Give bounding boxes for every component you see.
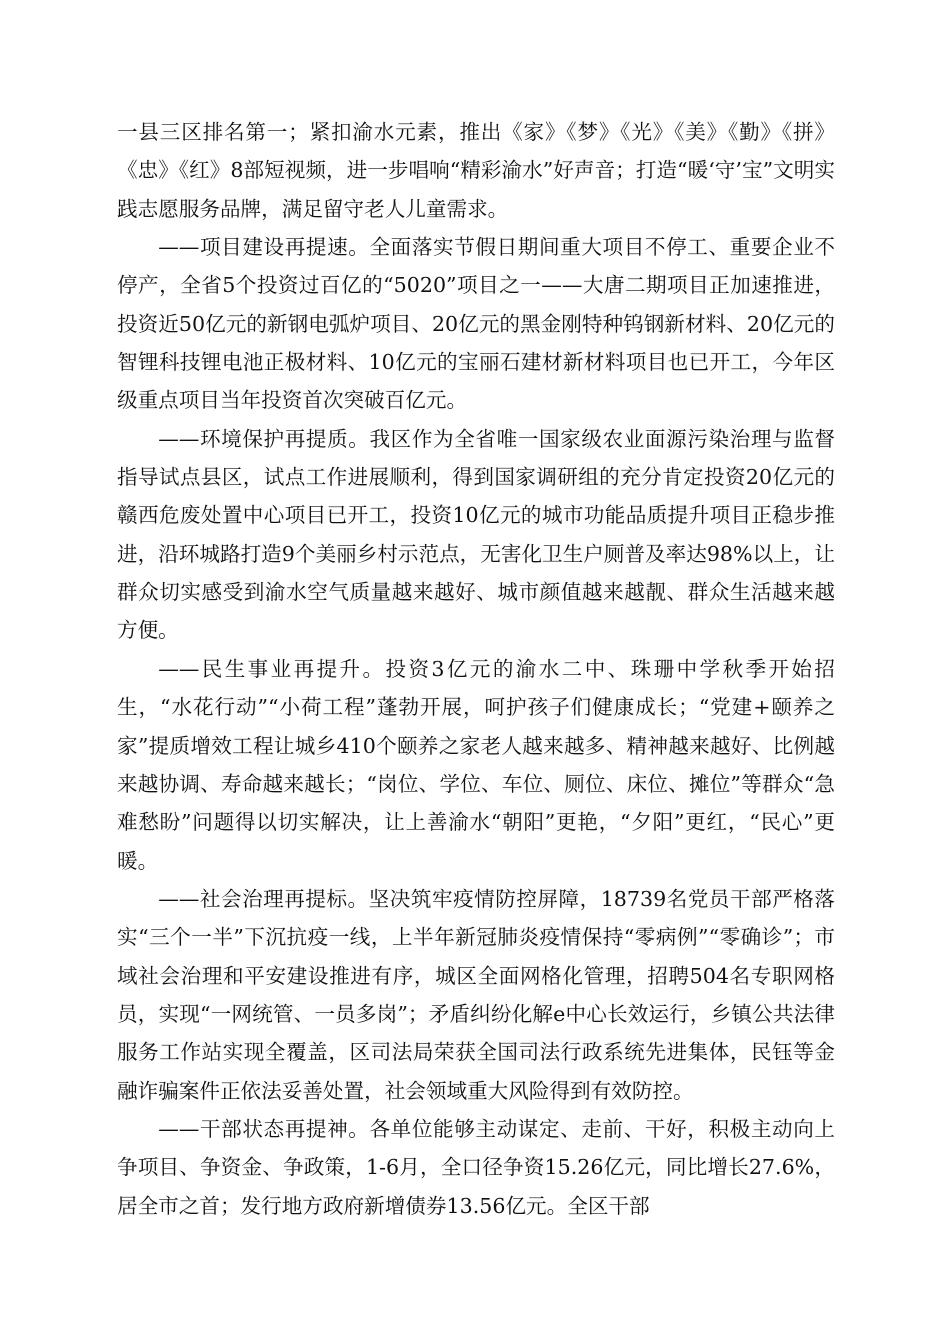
document-page (117, 113, 835, 1225)
paragraph-project-construction: ——项目建设再提速。全面落实节假日期间重大项目不停工、重要企业不停产，全省5个投资过百亿的“5020”项目之一——大唐二期项目正加速推进，投资近50亿元的新钢电弧炉项目、20亿元的黑金刚特种钨钢新材料、20亿元的智锂科技锂电池正极材料、10亿元的宝丽石建材新材料项目也已开工，今年区级重点项目当年投资首次突破百亿元。 (117, 235, 835, 413)
paragraph-social-governance: ——社会治理再提标。坚决筑牢疫情防控屏障，18739名党员干部严格落实“三个一半”下沉抗疫一线，上半年新冠肺炎疫情保持“零病例”“零确诊”；市域社会治理和平安建设推进有序，城区全面网格化管理，招聘504名专职网格员，实现“一网统管、一员多岗”；矛盾纠纷化解e中心长效运行，乡镇公共法律服务工作站实现全覆盖，区司法局荣获全国司法行政系统先进集体，民钰等金融诈骗案件正依法妥善处置，社会领域重大风险得到有效防控。 (117, 886, 835, 1103)
paragraph-continuation: 一县三区排名第一；紧扣渝水元素，推出《家》《梦》《光》《美》《勤》《拼》《忠》《红》8部短视频，进一步唱响“精彩渝水”好声音；打造“暖‘守’宝”文明实践志愿服务品牌，满足留守老人儿童需求。 (117, 120, 835, 221)
paragraph-environmental-protection: ——环境保护再提质。我区作为全省唯一国家级农业面源污染治理与监督指导试点县区，试点工作进展顺利，得到国家调研组的充分肯定投资20亿元的赣西危废处置中心项目已开工，投资10亿元的城市功能品质提升项目正稳步推进，沿环城路打造9个美丽乡村示范点，无害化卫生户厕普及率达98%以上，让群众切实感受到渝水空气质量越来越好、城市颜值越来越靓、群众生活越来越方便。 (117, 426, 835, 643)
paragraph-cadre-status: ——干部状态再提神。各单位能够主动谋定、走前、干好，积极主动向上争项目、争资金、争政策，1-6月，全口径争资15.26亿元，同比增长27.6%，居全市之首；发行地方政府新增债券13.56亿元。全区干部 (117, 1116, 835, 1218)
paragraph-livelihood: ——民生事业再提升。投资3亿元的渝水二中、珠珊中学秋季开始招生，“水花行动”“小荷工程”蓬勃开展，呵护孩子们健康成长；“党建+颐养之家”提质增效工程让城乡410个颐养之家老人越来越多、精神越来越好、比例越来越协调、寿命越来越长；“岗位、学位、车位、厕位、床位、摊位”等群众“急难愁盼”问题得以切实解决，让上善渝水“朝阳”更艳，“夕阳”更红，“民心”更暖。 (117, 656, 835, 873)
